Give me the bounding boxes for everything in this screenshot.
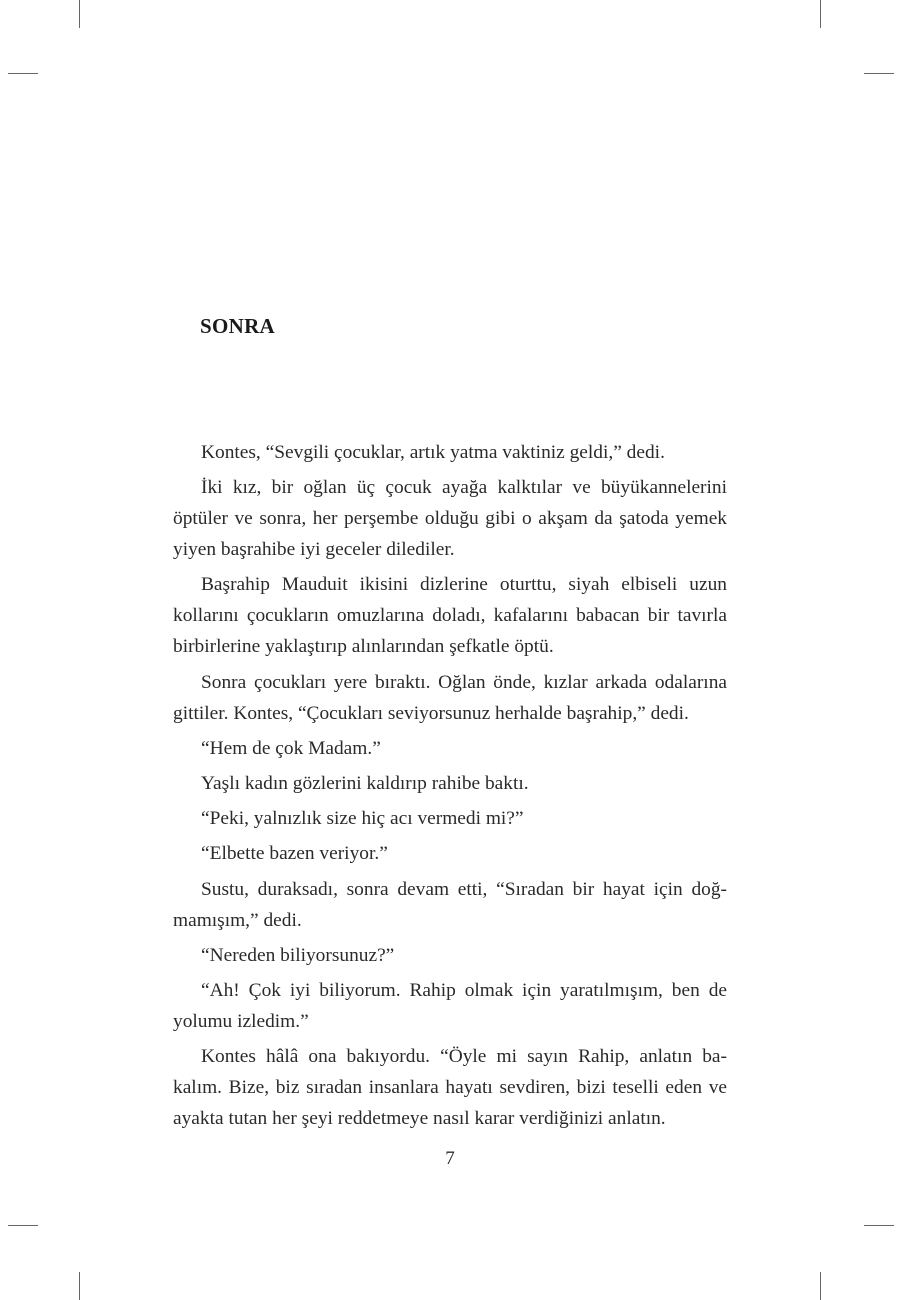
paragraph: “Hem de çok Madam.” bbox=[201, 737, 381, 759]
body-text bbox=[173, 437, 727, 1138]
page-number: 7 bbox=[445, 1148, 455, 1169]
crop-mark-right-upper bbox=[864, 73, 894, 74]
paragraph: Kontes hâlâ ona bakıyordu. “Öyle mi sayın Rahip, anlatın ba-kalım. Bize, biz sıradan insanlara hayatı sevdiren, bizi teselli eden ve ayakta tutan her şeyi reddetmeye nasıl karar verdiğinizi anlatın. bbox=[173, 1046, 727, 1130]
paragraph: “Ah! Çok iyi biliyorum. Rahip olmak için yaratılmışım, ben de yolumu izledim.” bbox=[173, 979, 727, 1032]
crop-mark-left-upper bbox=[8, 73, 38, 74]
crop-mark-bottom-right bbox=[820, 1272, 821, 1300]
crop-mark-top-right bbox=[820, 0, 821, 28]
paragraph: Başrahip Mauduit ikisini dizlerine oturttu, siyah elbiseli uzun kollarını çocukların omuzlarına doladı, kafalarını babacan bir tavırla birbirlerine yaklaştırıp alınlarından şefkatle öptü. bbox=[173, 574, 727, 658]
paragraph: “Peki, yalnızlık size hiç acı vermedi mi?” bbox=[201, 808, 524, 830]
paragraph: Sustu, duraksadı, sonra devam etti, “Sıradan bir hayat için doğ-mamışım,” dedi. bbox=[173, 878, 727, 931]
paragraph: Yaşlı kadın gözlerini kaldırıp rahibe baktı. bbox=[201, 772, 529, 794]
chapter-title: SONRA bbox=[200, 314, 276, 338]
paragraph: Sonra çocukları yere bıraktı. Oğlan önde, kızlar arkada odalarına gittiler. Kontes, “Çocukları seviyorsunuz herhalde başrahip,” dedi. bbox=[173, 671, 727, 724]
crop-mark-left-lower bbox=[8, 1225, 38, 1226]
crop-mark-top-left bbox=[79, 0, 80, 28]
paragraph: Kontes, “Sevgili çocuklar, artık yatma vaktiniz geldi,” dedi. bbox=[201, 442, 665, 463]
paragraph: İki kız, bir oğlan üç çocuk ayağa kalktılar ve büyükannelerini öptüler ve sonra, her perşembe olduğu gibi o akşam da şatoda yemek yiyen başrahibe iyi geceler dilediler. bbox=[173, 477, 727, 561]
paragraph: “Elbette bazen veriyor.” bbox=[201, 843, 388, 865]
crop-mark-right-lower bbox=[864, 1225, 894, 1226]
paragraph: “Nereden biliyorsunuz?” bbox=[201, 944, 395, 966]
crop-mark-bottom-left bbox=[79, 1272, 80, 1300]
